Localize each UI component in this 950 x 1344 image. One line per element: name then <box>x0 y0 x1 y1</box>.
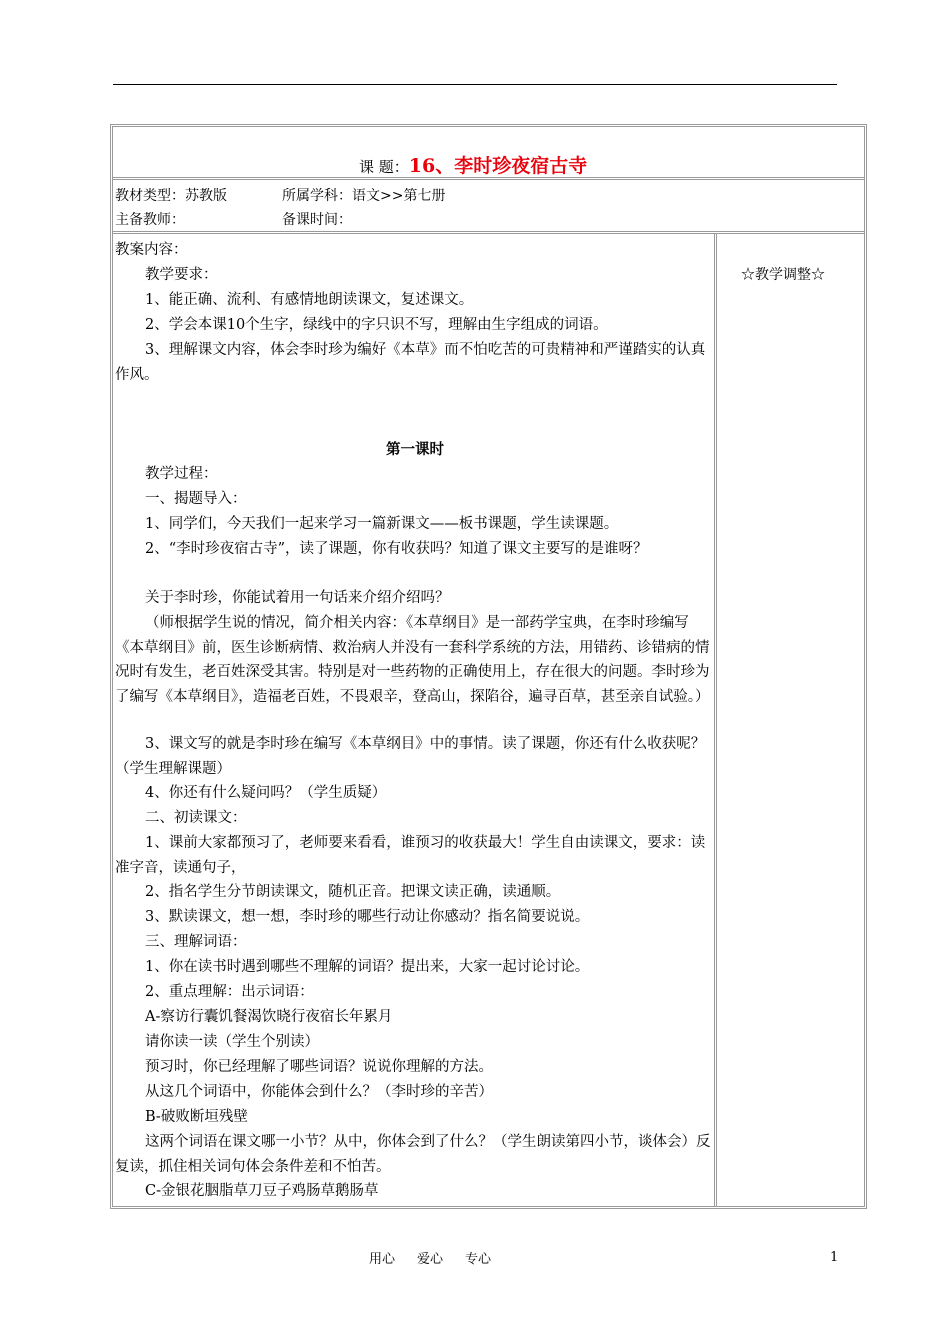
step-1-heading: 一、揭题导入： <box>145 491 247 507</box>
step-1-intro: （师根据学生说的情况，简介相关内容：《本草纲目》是一部药学宝典，在李时珍编写《本草纲目》前，医生诊断病情、救治病人并没有一套科学系统的方法，用错药、诊错病的情况时有发生，老百姓深受其害。特别是对一些药物的正确使用上，存在很大的问题。李时珍为了编写《本草纲目》，造福老百姓，不畏艰辛，登高山，探陷谷，遍寻百草，甚至亲自试验。） <box>115 615 710 705</box>
meta-row <box>113 180 864 234</box>
adjustment-label: ☆教学调整☆ <box>741 267 825 283</box>
title-text: 16、李时珍夜宿古寺 <box>408 155 588 177</box>
page-number: 1 <box>830 1250 839 1265</box>
title-row <box>113 127 864 180</box>
motto-2: 爱心 <box>417 1252 444 1267</box>
step-2-item-1: 1、课前大家都预习了，老师要来看看，谁预习的收获最大！学生自由读课文，要求：读准字音，读通句子， <box>115 835 706 876</box>
section-title: 第一课时 <box>386 441 444 458</box>
step-2-heading: 二、初读课文： <box>145 810 247 826</box>
footer-motto <box>369 1248 513 1267</box>
step-3-item-2: 2、重点理解：出示词语： <box>145 984 314 1000</box>
step-1-item-1: 1、同学们，今天我们一起来学习一篇新课文——板书课题，学生读课题。 <box>145 516 619 532</box>
word-group-a: A-察访行囊饥餐渴饮晓行夜宿长年累月 <box>145 1009 393 1025</box>
read-prompt: 请你读一读（学生个别读） <box>145 1034 319 1050</box>
teaching-requirements: 教学要求： <box>145 267 218 283</box>
step-2-item-3: 3、默读课文，想一想，李时珍的哪些行动让你感动？指名简要说说。 <box>145 909 590 925</box>
title-label: 课 题： <box>359 158 409 176</box>
word-group-c: C-金银花胭脂草刀豆子鸡肠草鹅肠草 <box>145 1183 379 1199</box>
subject: 所属学科：语文>>第七册 <box>282 188 446 204</box>
requirement-2: 2、学会本课10个生字，绿线中的字只识不写，理解由生字组成的词语。 <box>145 317 608 333</box>
process-heading: 教学过程： <box>145 466 218 482</box>
meta-line-2 <box>115 209 352 229</box>
word-group-b-question: 这两个词语在课文哪一小节？从中，你体会到了什么？（学生朗读第四小节，谈体会）反复读，抓住相关词句体会条件差和不怕苦。 <box>115 1134 711 1175</box>
lesson-plan-table <box>110 124 867 1209</box>
requirement-1: 1、能正确、流利、有感情地朗读课文，复述课文。 <box>145 292 474 308</box>
preview-question: 预习时，你已经理解了哪些词语？说说你理解的方法。 <box>145 1059 493 1075</box>
prep-time: 备课时间： <box>282 212 352 228</box>
lesson-title <box>359 151 587 178</box>
step-3-heading: 三、理解词语： <box>145 934 247 950</box>
content-heading: 教案内容： <box>115 242 188 258</box>
step-1-item-3: 3、课文写的就是李时珍在编写《本草纲目》中的事情。读了课题，你还有什么收获呢？（学生理解课题） <box>115 736 706 777</box>
step-2-item-2: 2、指名学生分节朗读课文，随机正音。把课文读正确，读通顺。 <box>145 884 561 900</box>
step-1-question: 关于李时珍，你能试着用一句话来介绍介绍吗？ <box>145 590 450 606</box>
teacher: 主备教师： <box>115 212 185 228</box>
meta-line-1 <box>115 185 445 205</box>
word-group-a-question: 从这几个词语中，你能体会到什么？（李时珍的辛苦） <box>145 1084 493 1100</box>
word-group-b: B-破败断垣残壁 <box>145 1109 248 1125</box>
adjustment-cell <box>717 234 864 1206</box>
requirement-3: 3、理解课文内容，体会李时珍为编好《本草》而不怕吃苦的可贵精神和严谨踏实的认真作风。 <box>115 342 706 383</box>
header-rule <box>113 84 837 85</box>
step-1-item-2: 2、“李时珍夜宿古寺”，读了课题，你有收获吗？知道了课文主要写的是谁呀？ <box>145 541 648 557</box>
motto-3: 专心 <box>465 1252 492 1267</box>
material-type: 教材类型：苏教版 <box>115 188 227 204</box>
motto-1: 用心 <box>369 1252 396 1267</box>
step-3-item-1: 1、你在读书时遇到哪些不理解的词语？提出来，大家一起讨论讨论。 <box>145 959 590 975</box>
step-1-item-4: 4、你还有什么疑问吗？（学生质疑） <box>145 785 387 801</box>
content-cell <box>113 234 717 1206</box>
